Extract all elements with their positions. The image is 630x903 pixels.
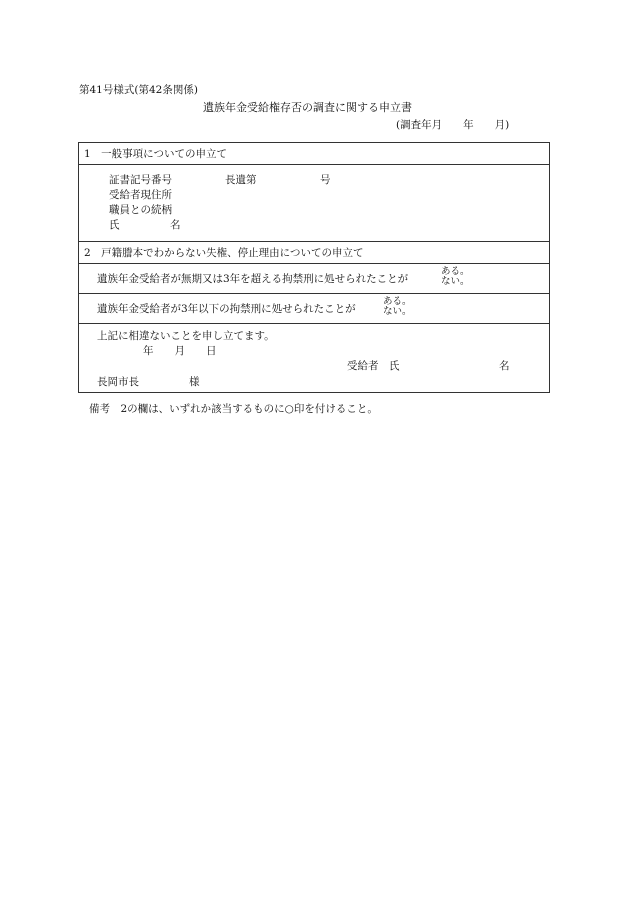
choice-no[interactable]: ない。 bbox=[383, 305, 412, 317]
recipient-label: 受給者 氏 bbox=[347, 360, 400, 372]
cert-number-prefix: 長遺第 bbox=[225, 174, 257, 186]
application-table bbox=[78, 142, 550, 393]
divider bbox=[79, 293, 549, 294]
addressee-honorific: 様 bbox=[189, 376, 200, 388]
declaration-date: 年 月 日 bbox=[143, 345, 217, 357]
form-number: 第41号様式(第42条関係) bbox=[79, 84, 198, 96]
divider bbox=[79, 164, 549, 165]
divider bbox=[79, 263, 549, 264]
remarks-note: 備考 2の欄は、いずれか該当するものに○印を付けること。 bbox=[89, 403, 378, 415]
name-label-second: 名 bbox=[170, 219, 181, 231]
name-label-first: 氏 bbox=[109, 219, 120, 231]
choice-yes[interactable]: ある。 bbox=[441, 266, 470, 277]
statement-over-three-years: 遺族年金受給者が無期又は3年を超える拘禁刑に処せられたことが bbox=[97, 273, 409, 285]
form-title: 遺族年金受給権存否の調査に関する申立書 bbox=[203, 101, 412, 114]
declaration-text: 上記に相違ないことを申し立てます。 bbox=[97, 330, 275, 342]
choice-group-b[interactable] bbox=[383, 297, 412, 316]
cert-number-label: 証書記号番号 bbox=[109, 174, 172, 186]
addressee: 長岡市長 bbox=[97, 376, 139, 388]
survey-date: (調査年月 年 月) bbox=[396, 119, 510, 131]
recipient-name-suffix: 名 bbox=[499, 360, 510, 372]
address-label: 受給者現住所 bbox=[109, 189, 172, 201]
section1-heading: 1 一般事項についての申立て bbox=[84, 148, 227, 160]
choice-no[interactable]: ない。 bbox=[441, 275, 470, 287]
divider bbox=[79, 241, 549, 242]
choice-yes[interactable]: ある。 bbox=[383, 296, 412, 307]
relation-label: 職員との続柄 bbox=[109, 204, 172, 216]
section2-heading: 2 戸籍謄本でわからない失権、停止理由についての申立て bbox=[84, 247, 364, 259]
choice-group-a[interactable] bbox=[441, 267, 470, 286]
cert-number-suffix: 号 bbox=[320, 174, 331, 186]
divider bbox=[79, 323, 549, 324]
statement-three-years-or-less: 遺族年金受給者が3年以下の拘禁刑に処せられたことが bbox=[97, 303, 356, 315]
